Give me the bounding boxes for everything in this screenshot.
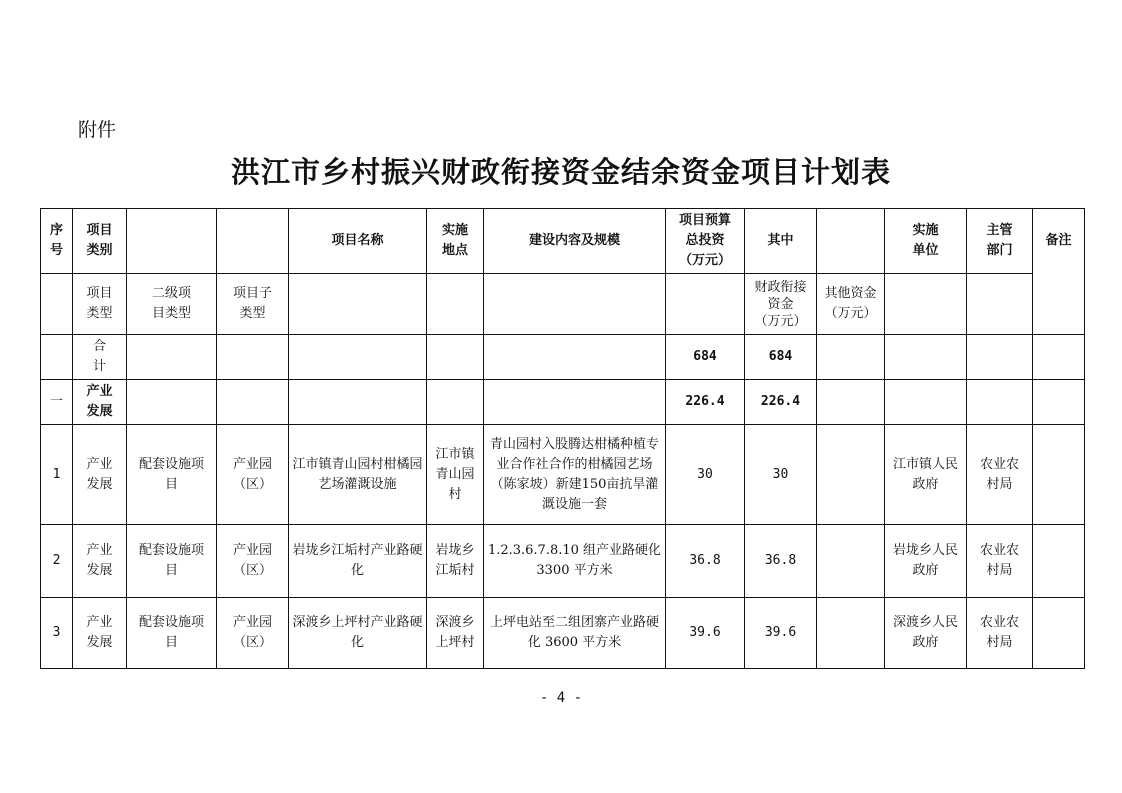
header-blank-1 (127, 209, 217, 274)
row-content: 青山园村入股腾达柑橘种植专业合作社合作的柑橘园艺场（陈家坡）新建150亩抗旱灌溉设施一套 (484, 425, 666, 525)
group-blank-5 (427, 380, 484, 425)
header-impl-unit: 实施 单位 (885, 209, 967, 274)
row-type: 产业 发展 (73, 425, 127, 525)
subheader-blank-unit (885, 274, 967, 335)
group-blank-10 (885, 380, 967, 425)
group-blank-12 (1033, 380, 1085, 425)
header-seq: 序 号 (41, 209, 73, 274)
total-row (41, 335, 1085, 380)
total-blank-12 (1033, 335, 1085, 380)
row-location: 深渡乡 上坪村 (427, 598, 484, 669)
total-blank-11 (967, 335, 1033, 380)
header-blank-2 (217, 209, 289, 274)
total-blank-9 (817, 335, 885, 380)
row-child: 产业园 （区） (217, 525, 289, 598)
subheader-fiscal: 财政衔接 资金 （万元） (745, 274, 817, 335)
row-other (817, 425, 885, 525)
subheader-blank-name (289, 274, 427, 335)
row-unit: 江市镇人民 政府 (885, 425, 967, 525)
total-blank-2 (127, 335, 217, 380)
header-remark: 备注 (1033, 209, 1085, 335)
row-other (817, 525, 885, 598)
group-blank-2 (127, 380, 217, 425)
subheader-other: 其他资金 （万元） (817, 274, 885, 335)
group-budget: 226.4 (666, 380, 745, 425)
row-unit: 岩垅乡人民 政府 (885, 525, 967, 598)
subheader-child: 项目子 类型 (217, 274, 289, 335)
row-seq: 3 (41, 598, 73, 669)
total-budget: 684 (666, 335, 745, 380)
row-fiscal: 39.6 (745, 598, 817, 669)
subheader-blank-dept (967, 274, 1033, 335)
subheader-blank-content (484, 274, 666, 335)
row-secondary: 配套设施项 目 (127, 525, 217, 598)
table-row (41, 598, 1085, 669)
document-title: 洪江市乡村振兴财政衔接资金结余资金项目计划表 (230, 155, 891, 189)
row-project-name: 江市镇青山园村柑橘园艺场灌溉设施 (289, 425, 427, 525)
header-total: 项目预算 总投资 （万元） (666, 209, 745, 274)
row-unit: 深渡乡人民 政府 (885, 598, 967, 669)
group-blank-11 (967, 380, 1033, 425)
group-fiscal: 226.4 (745, 380, 817, 425)
group-row (41, 380, 1085, 425)
total-blank-4 (289, 335, 427, 380)
group-seq: 一 (41, 380, 73, 425)
row-total: 36.8 (666, 525, 745, 598)
row-location: 江市镇 青山园 村 (427, 425, 484, 525)
total-blank-6 (484, 335, 666, 380)
row-total: 39.6 (666, 598, 745, 669)
header-among: 其中 (745, 209, 817, 274)
total-blank-5 (427, 335, 484, 380)
header-location: 实施 地点 (427, 209, 484, 274)
row-content: 1.2.3.6.7.8.10 组产业路硬化 3300 平方米 (484, 525, 666, 598)
row-location: 岩垅乡 江垢村 (427, 525, 484, 598)
row-type: 产业 发展 (73, 525, 127, 598)
row-content: 上坪电站至二组团寨产业路硬化 3600 平方米 (484, 598, 666, 669)
attachment-label: 附件 (78, 119, 117, 141)
row-remark (1033, 525, 1085, 598)
group-blank-9 (817, 380, 885, 425)
total-label: 合 计 (73, 335, 127, 380)
subheader-type: 项目 类型 (73, 274, 127, 335)
header-project-name: 项目名称 (289, 209, 427, 274)
header-blank-3 (817, 209, 885, 274)
row-seq: 2 (41, 525, 73, 598)
subheader-blank-total (666, 274, 745, 335)
header-category: 项目 类别 (73, 209, 127, 274)
row-remark (1033, 598, 1085, 669)
table-row (41, 525, 1085, 598)
row-project-name: 深渡乡上坪村产业路硬化 (289, 598, 427, 669)
row-secondary: 配套设施项 目 (127, 598, 217, 669)
row-type: 产业 发展 (73, 598, 127, 669)
group-label: 产业 发展 (73, 380, 127, 425)
row-fiscal: 36.8 (745, 525, 817, 598)
row-dept: 农业农 村局 (967, 525, 1033, 598)
row-remark (1033, 425, 1085, 525)
group-blank-6 (484, 380, 666, 425)
row-dept: 农业农 村局 (967, 598, 1033, 669)
row-fiscal: 30 (745, 425, 817, 525)
subheader-blank-seq (41, 274, 73, 335)
row-secondary: 配套设施项 目 (127, 425, 217, 525)
row-child: 产业园 （区） (217, 598, 289, 669)
page-number: - 4 - (539, 690, 583, 706)
table-row (41, 425, 1085, 525)
total-blank-10 (885, 335, 967, 380)
subheader-row (41, 274, 1085, 335)
row-seq: 1 (41, 425, 73, 525)
row-project-name: 岩垅乡江垢村产业路硬化 (289, 525, 427, 598)
subheader-secondary: 二级项 目类型 (127, 274, 217, 335)
project-plan-table (40, 208, 1085, 669)
header-row (41, 209, 1085, 274)
total-blank-3 (217, 335, 289, 380)
group-blank-3 (217, 380, 289, 425)
group-blank-4 (289, 380, 427, 425)
row-other (817, 598, 885, 669)
row-dept: 农业农 村局 (967, 425, 1033, 525)
row-child: 产业园 （区） (217, 425, 289, 525)
header-content: 建设内容及规模 (484, 209, 666, 274)
total-fiscal: 684 (745, 335, 817, 380)
total-blank-seq (41, 335, 73, 380)
header-dept: 主管 部门 (967, 209, 1033, 274)
row-total: 30 (666, 425, 745, 525)
subheader-blank-loc (427, 274, 484, 335)
